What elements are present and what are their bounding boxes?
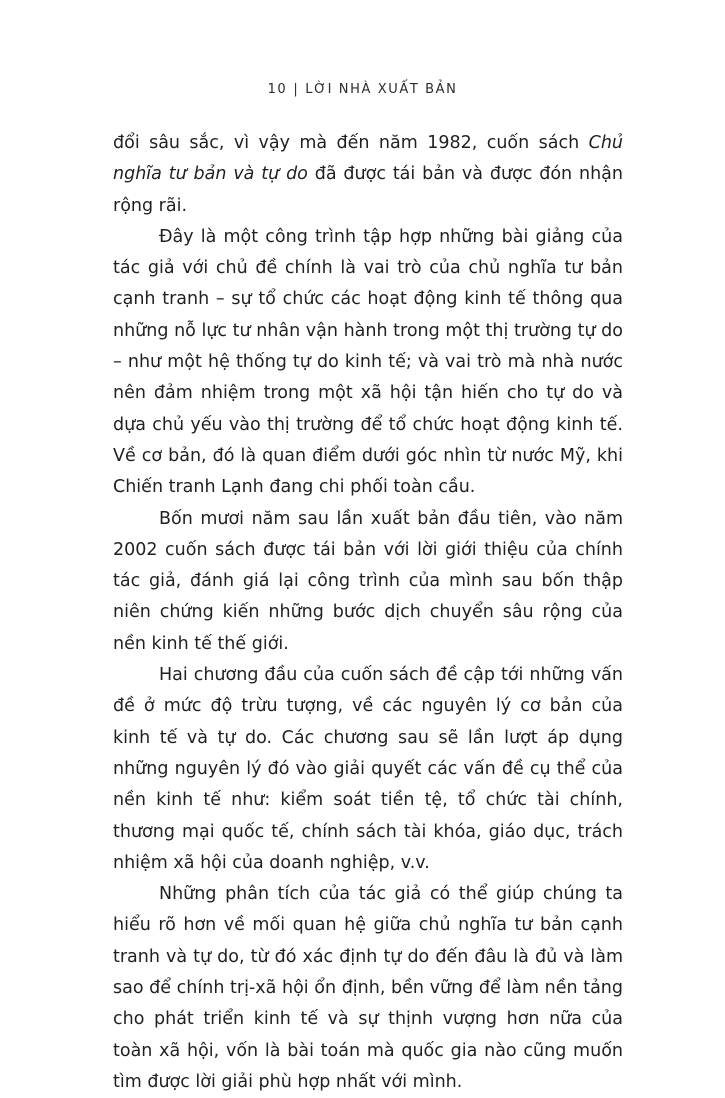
paragraph: Bốn mươi năm sau lần xuất bản đầu tiên, vào năm 2002 cuốn sách được tái bản với lời giới thiệu của chính tác giả, đánh giá lại công trình của mình sau bốn thập niên chứng kiến những bước dịch chuyển sâu rộng của nền kinh tế thế giới. <box>113 508 623 654</box>
running-header <box>0 82 725 97</box>
page-number: 10 <box>267 82 288 97</box>
paragraph-text: đã được tái bản và được đón nhận rộng rãi. <box>113 164 623 216</box>
section-title: LỜI NHÀ XUẤT BẢN <box>305 82 458 97</box>
paragraph: Đây là một công trình tập hợp những bài giảng của tác giả với chủ đề chính là vai trò của chủ nghĩa tư bản cạnh tranh – sự tổ chức các hoạt động kinh tế thông qua những nỗ lực tư nhân vận hành trong một thị trường tự do – như một hệ thống tự do kinh tế; và vai trò mà nhà nước nên đảm nhiệm trong một xã hội tận hiến cho tự do và dựa chủ yếu vào thị trường để tổ chức hoạt động kinh tế. Về cơ bản, đó là quan điểm dưới góc nhìn từ nước Mỹ, khi Chiến tranh Lạnh đang chi phối toàn cầu. <box>113 226 623 498</box>
paragraph-continued <box>113 128 623 222</box>
header-separator: | <box>293 82 300 97</box>
body-text <box>113 128 623 1098</box>
paragraph: Những phân tích của tác giả có thể giúp chúng ta hiểu rõ hơn về mối quan hệ giữa chủ nghĩa tư bản cạnh tranh và tự do, từ đó xác định tự do đến đâu là đủ và làm sao để chính trị-xã hội ổn định, bền vững để làm nền tảng cho phát triển kinh tế và sự thịnh vượng hơn nữa của toàn xã hội, vốn là bài toán mà quốc gia nào cũng muốn tìm được lời giải phù hợp nhất với mình. <box>113 884 623 1092</box>
book-title-italic: Chủ nghĩa tư bản và tự do <box>113 133 623 185</box>
paragraph: Hai chương đầu của cuốn sách đề cập tới những vấn đề ở mức độ trừu tượng, về các nguyên lý cơ bản của kinh tế và tự do. Các chương sau sẽ lần lượt áp dụng những nguyên lý đó vào giải quyết các vấn đề cụ thể của nền kinh tế như: kiểm soát tiền tệ, tổ chức tài chính, thương mại quốc tế, chính sách tài khóa, giáo dục, trách nhiệm xã hội của doanh nghiệp, v.v. <box>113 665 623 873</box>
paragraph-text: đổi sâu sắc, vì vậy mà đến năm 1982, cuốn sách <box>113 133 589 153</box>
